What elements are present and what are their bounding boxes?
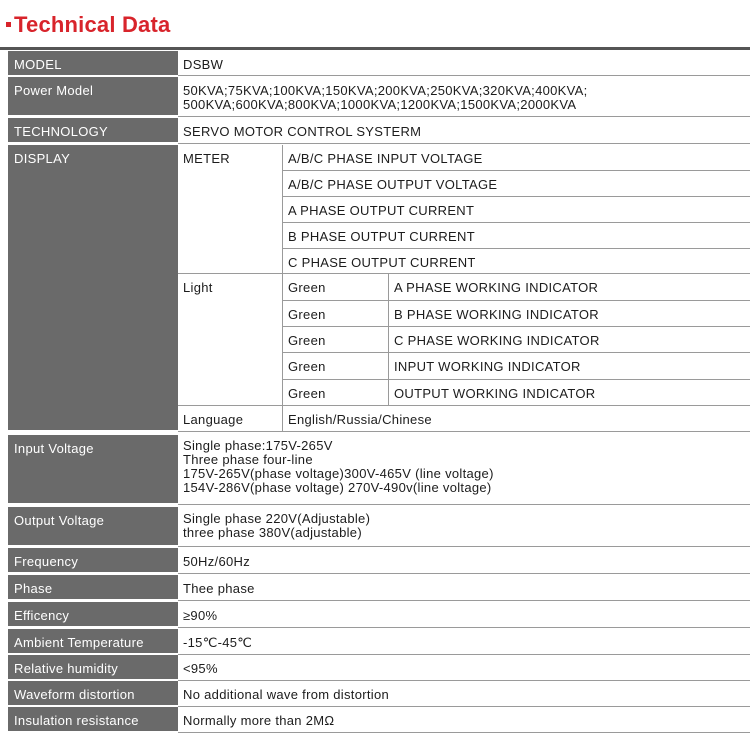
input-voltage-line: 175V-265V(phase voltage)300V-465V (line voltage) xyxy=(183,466,494,481)
bullet-square-icon xyxy=(6,22,11,27)
label-ambient-temperature: Ambient Temperature xyxy=(8,629,178,653)
value-phase: Thee phase xyxy=(178,575,750,601)
light-indicator: A PHASE WORKING INDICATOR xyxy=(389,274,750,301)
label-power-model: Power Model xyxy=(8,77,178,115)
output-voltage-line: Single phase 220V(Adjustable) xyxy=(183,511,371,526)
meter-item: B PHASE OUTPUT CURRENT xyxy=(283,223,750,249)
page-title-text: Technical Data xyxy=(14,12,171,37)
value-ambient-temperature: -15℃-45℃ xyxy=(178,629,750,655)
value-relative-humidity: <95% xyxy=(178,655,750,681)
meter-item: C PHASE OUTPUT CURRENT xyxy=(283,249,750,274)
output-voltage-line: three phase 380V(adjustable) xyxy=(183,525,362,540)
light-indicator: C PHASE WORKING INDICATOR xyxy=(389,327,750,353)
meter-item: A PHASE OUTPUT CURRENT xyxy=(283,197,750,223)
light-label: Light xyxy=(178,274,282,406)
label-output-voltage: Output Voltage xyxy=(8,507,178,545)
value-power-model xyxy=(178,77,750,117)
language-value: English/Russia/Chinese xyxy=(283,406,750,432)
value-insulation-resistance: Normally more than 2MΩ xyxy=(178,707,750,733)
label-technology: TECHNOLOGY xyxy=(8,118,178,142)
meter-item: A/B/C PHASE OUTPUT VOLTAGE xyxy=(283,171,750,197)
label-phase: Phase xyxy=(8,575,178,599)
label-efficency: Efficency xyxy=(8,602,178,626)
value-model: DSBW xyxy=(178,51,750,76)
light-color: Green xyxy=(283,327,388,353)
light-indicator: B PHASE WORKING INDICATOR xyxy=(389,301,750,327)
value-waveform-distortion: No additional wave from distortion xyxy=(178,681,750,707)
page-title xyxy=(6,12,170,38)
value-frequency: 50Hz/60Hz xyxy=(178,548,750,574)
meter-item: A/B/C PHASE INPUT VOLTAGE xyxy=(283,145,750,171)
input-voltage-line: Single phase:175V-265V xyxy=(183,438,333,453)
header-rule xyxy=(0,47,750,50)
light-color: Green xyxy=(283,274,388,301)
input-voltage-line: 154V-286V(phase voltage) 270V-490v(line voltage) xyxy=(183,480,492,495)
light-color: Green xyxy=(283,301,388,327)
meter-label: METER xyxy=(178,145,282,274)
label-insulation-resistance: Insulation resistance xyxy=(8,707,178,731)
label-frequency: Frequency xyxy=(8,548,178,572)
label-display: DISPLAY xyxy=(8,145,178,430)
light-color: Green xyxy=(283,353,388,380)
value-output-voltage xyxy=(178,507,750,547)
language-label: Language xyxy=(178,406,282,432)
input-voltage-line: Three phase four-line xyxy=(183,452,313,467)
light-color: Green xyxy=(283,380,388,406)
value-technology: SERVO MOTOR CONTROL SYSTERM xyxy=(178,118,750,144)
power-line-1: 50KVA;75KVA;100KVA;150KVA;200KVA;250KVA;320KVA;400KVA; xyxy=(183,83,588,98)
label-input-voltage: Input Voltage xyxy=(8,435,178,503)
light-indicator: OUTPUT WORKING INDICATOR xyxy=(389,380,750,406)
label-waveform-distortion: Waveform distortion xyxy=(8,681,178,705)
value-efficency: ≥90% xyxy=(178,602,750,628)
light-indicator: INPUT WORKING INDICATOR xyxy=(389,353,750,380)
power-line-2: 500KVA;600KVA;800KVA;1000KVA;1200KVA;1500KVA;2000KVA xyxy=(183,97,577,112)
value-input-voltage xyxy=(178,435,750,505)
label-relative-humidity: Relative humidity xyxy=(8,655,178,679)
label-model: MODEL xyxy=(8,51,178,75)
